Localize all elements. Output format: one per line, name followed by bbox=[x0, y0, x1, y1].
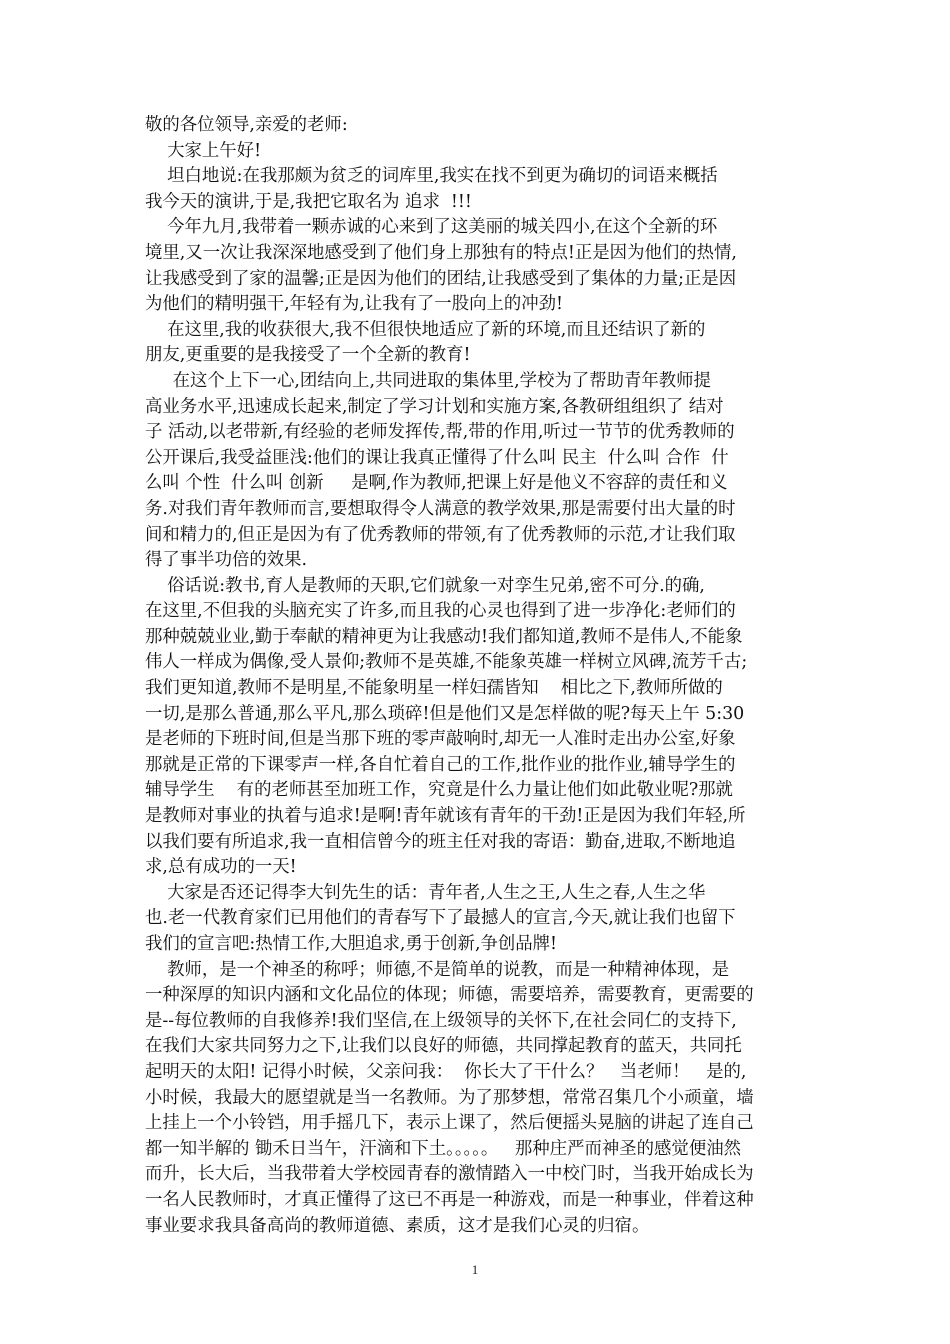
text-line: 子 活动,以老带新,有经验的老师发挥传,帮,带的作用,听过一节节的优秀教师的 bbox=[145, 422, 735, 443]
text-line: 务.对我们青年教师而言,要想取得令人满意的教学效果,那是需要付出大量的时 bbox=[145, 498, 736, 519]
text-line: 高业务水平,迅速成长起来,制定了学习计划和实施方案,各教研组组织了 结对 bbox=[145, 396, 724, 417]
text-line: 在这个上下一心,团结向上,共同进取的集体里,学校为了帮助青年教师提 bbox=[145, 370, 711, 391]
text-line: 以我们要有所追求,我一直相信曾今的班主任对我的寄语：勤奋,进取,不断地追 bbox=[145, 831, 736, 852]
text-line: 是教师对事业的执着与追求!是啊!青年就该有青年的干劲!正是因为我们年轻,所 bbox=[145, 806, 746, 827]
text-line: 公开课后,我受益匪浅:他们的课让我真正懂得了什么叫 民主 什么叫 合作 什 bbox=[145, 447, 729, 468]
text-line: 在这里,不但我的头脑充实了许多,而且我的心灵也得到了进一步净化:老师们的 bbox=[145, 601, 736, 622]
text-line: 都一知半解的 锄禾日当午，汗滴和下土。。。。。 那种庄严而神圣的感觉便油然 bbox=[145, 1138, 741, 1159]
text-line: 为他们的精明强干,年轻有为,让我有了一股向上的冲劲! bbox=[145, 294, 564, 315]
text-line: 俗话说:教书,育人是教师的天职,它们就象一对孪生兄弟,密不可分.的确, bbox=[145, 575, 705, 596]
text-line: 让我感受到了家的温馨;正是因为他们的团结,让我感受到了集体的力量;正是因 bbox=[145, 268, 737, 289]
text-line: 一种深厚的知识内涵和文化品位的体现；师德，需要培养，需要教育，更需要的 bbox=[145, 985, 754, 1006]
text-line: 一切,是那么普通,那么平凡,那么琐碎!但是他们又是怎样做的呢?每天上午 5:30 bbox=[145, 703, 745, 724]
text-line: 一名人民教师时，才真正懂得了这已不再是一种游戏，而是一种事业，伴着这种 bbox=[145, 1189, 754, 1210]
text-line: 朋友,更重要的是我接受了一个全新的教育! bbox=[145, 345, 471, 366]
text-line: 我今天的演讲,于是,我把它取名为 追求 !!! bbox=[145, 191, 472, 212]
text-line: 是--每位教师的自我修养!我们坚信,在上级领导的关怀下,在社会同仁的支持下, bbox=[145, 1010, 737, 1031]
text-line: 今年九月,我带着一颗赤诚的心来到了这美丽的城关四小,在这个全新的环 bbox=[145, 217, 718, 238]
text-line: 那种兢兢业业,勤于奉献的精神更为让我感动!我们都知道,教师不是伟人,不能象 bbox=[145, 626, 743, 647]
text-line: 间和精力的,但正是因为有了优秀教师的带领,有了优秀教师的示范,才让我们取 bbox=[145, 524, 736, 545]
text-line: 是老师的下班时间,但是当那下班的零声敲响时,却无一人准时走出办公室,好象 bbox=[145, 729, 736, 750]
text-line: 也.老一代教育家们已用他们的青春写下了最撼人的宣言,今天,就让我们也留下 bbox=[145, 908, 736, 929]
text-line: 教师，是一个神圣的称呼；师德,不是简单的说教，而是一种精神体现，是 bbox=[145, 959, 730, 980]
text-line: 起明天的太阳! 记得小时候，父亲问我： 你长大了干什么？ 当老师！ 是的, bbox=[145, 1061, 747, 1082]
text-line: 事业要求我具备高尚的教师道德、素质，这才是我们心灵的归宿。 bbox=[145, 1215, 650, 1236]
text-line: 那就是正常的下课零声一样,各自忙着自己的工作,批作业的批作业,辅导学生的 bbox=[145, 754, 736, 775]
text-line: 而升，长大后，当我带着大学校园青春的激情踏入一中校门时，当我开始成长为 bbox=[145, 1164, 754, 1185]
speech-body-text bbox=[145, 113, 813, 1239]
page-number: 1 bbox=[471, 1262, 479, 1277]
text-line: 大家上午好! bbox=[145, 140, 262, 161]
text-line: 上挂上一个小铃铛，用手摇几下，表示上课了，然后便摇头晃脑的讲起了连自己 bbox=[145, 1113, 754, 1134]
text-line: 求,总有成功的一天! bbox=[145, 857, 297, 878]
text-line: 辅导学生 有的老师甚至加班工作，究竟是什么力量让他们如此敬业呢?那就 bbox=[145, 780, 733, 801]
text-line: 得了事半功倍的效果. bbox=[145, 550, 308, 571]
text-line: 坦白地说:在我那颇为贫乏的词库里,我实在找不到更为确切的词语来概括 bbox=[145, 166, 718, 187]
text-line: 在我们大家共同努力之下,让我们以良好的师德，共同撑起教育的蓝天，共同托 bbox=[145, 1036, 742, 1057]
text-line: 境里,又一次让我深深地感受到了他们身上那独有的特点!正是因为他们的热情, bbox=[145, 242, 737, 263]
text-line: 在这里,我的收获很大,我不但很快地适应了新的环境,而且还结识了新的 bbox=[145, 319, 706, 340]
text-line: 伟人一样成为偶像,受人景仰;教师不是英雄,不能象英雄一样树立风碑,流芳千古; bbox=[145, 652, 748, 673]
text-line: 敬的各位领导,亲爱的老师: bbox=[145, 115, 348, 135]
text-line: 么叫 个性 什么叫 创新 是啊,作为教师,把课上好是他义不容辞的责任和义 bbox=[145, 473, 728, 494]
text-line: 大家是否还记得李大钊先生的话：青年者,人生之王,人生之春,人生之华 bbox=[145, 882, 706, 903]
text-line: 我们更知道,教师不是明星,不能象明星一样妇孺皆知 相比之下,教师所做的 bbox=[145, 678, 723, 699]
text-line: 我们的宣言吧:热情工作,大胆追求,勇于创新,争创品牌! bbox=[145, 934, 558, 954]
text-line: 小时候，我最大的愿望就是当一名教师。为了那梦想，常常召集几个小顽童，墙 bbox=[145, 1087, 754, 1108]
